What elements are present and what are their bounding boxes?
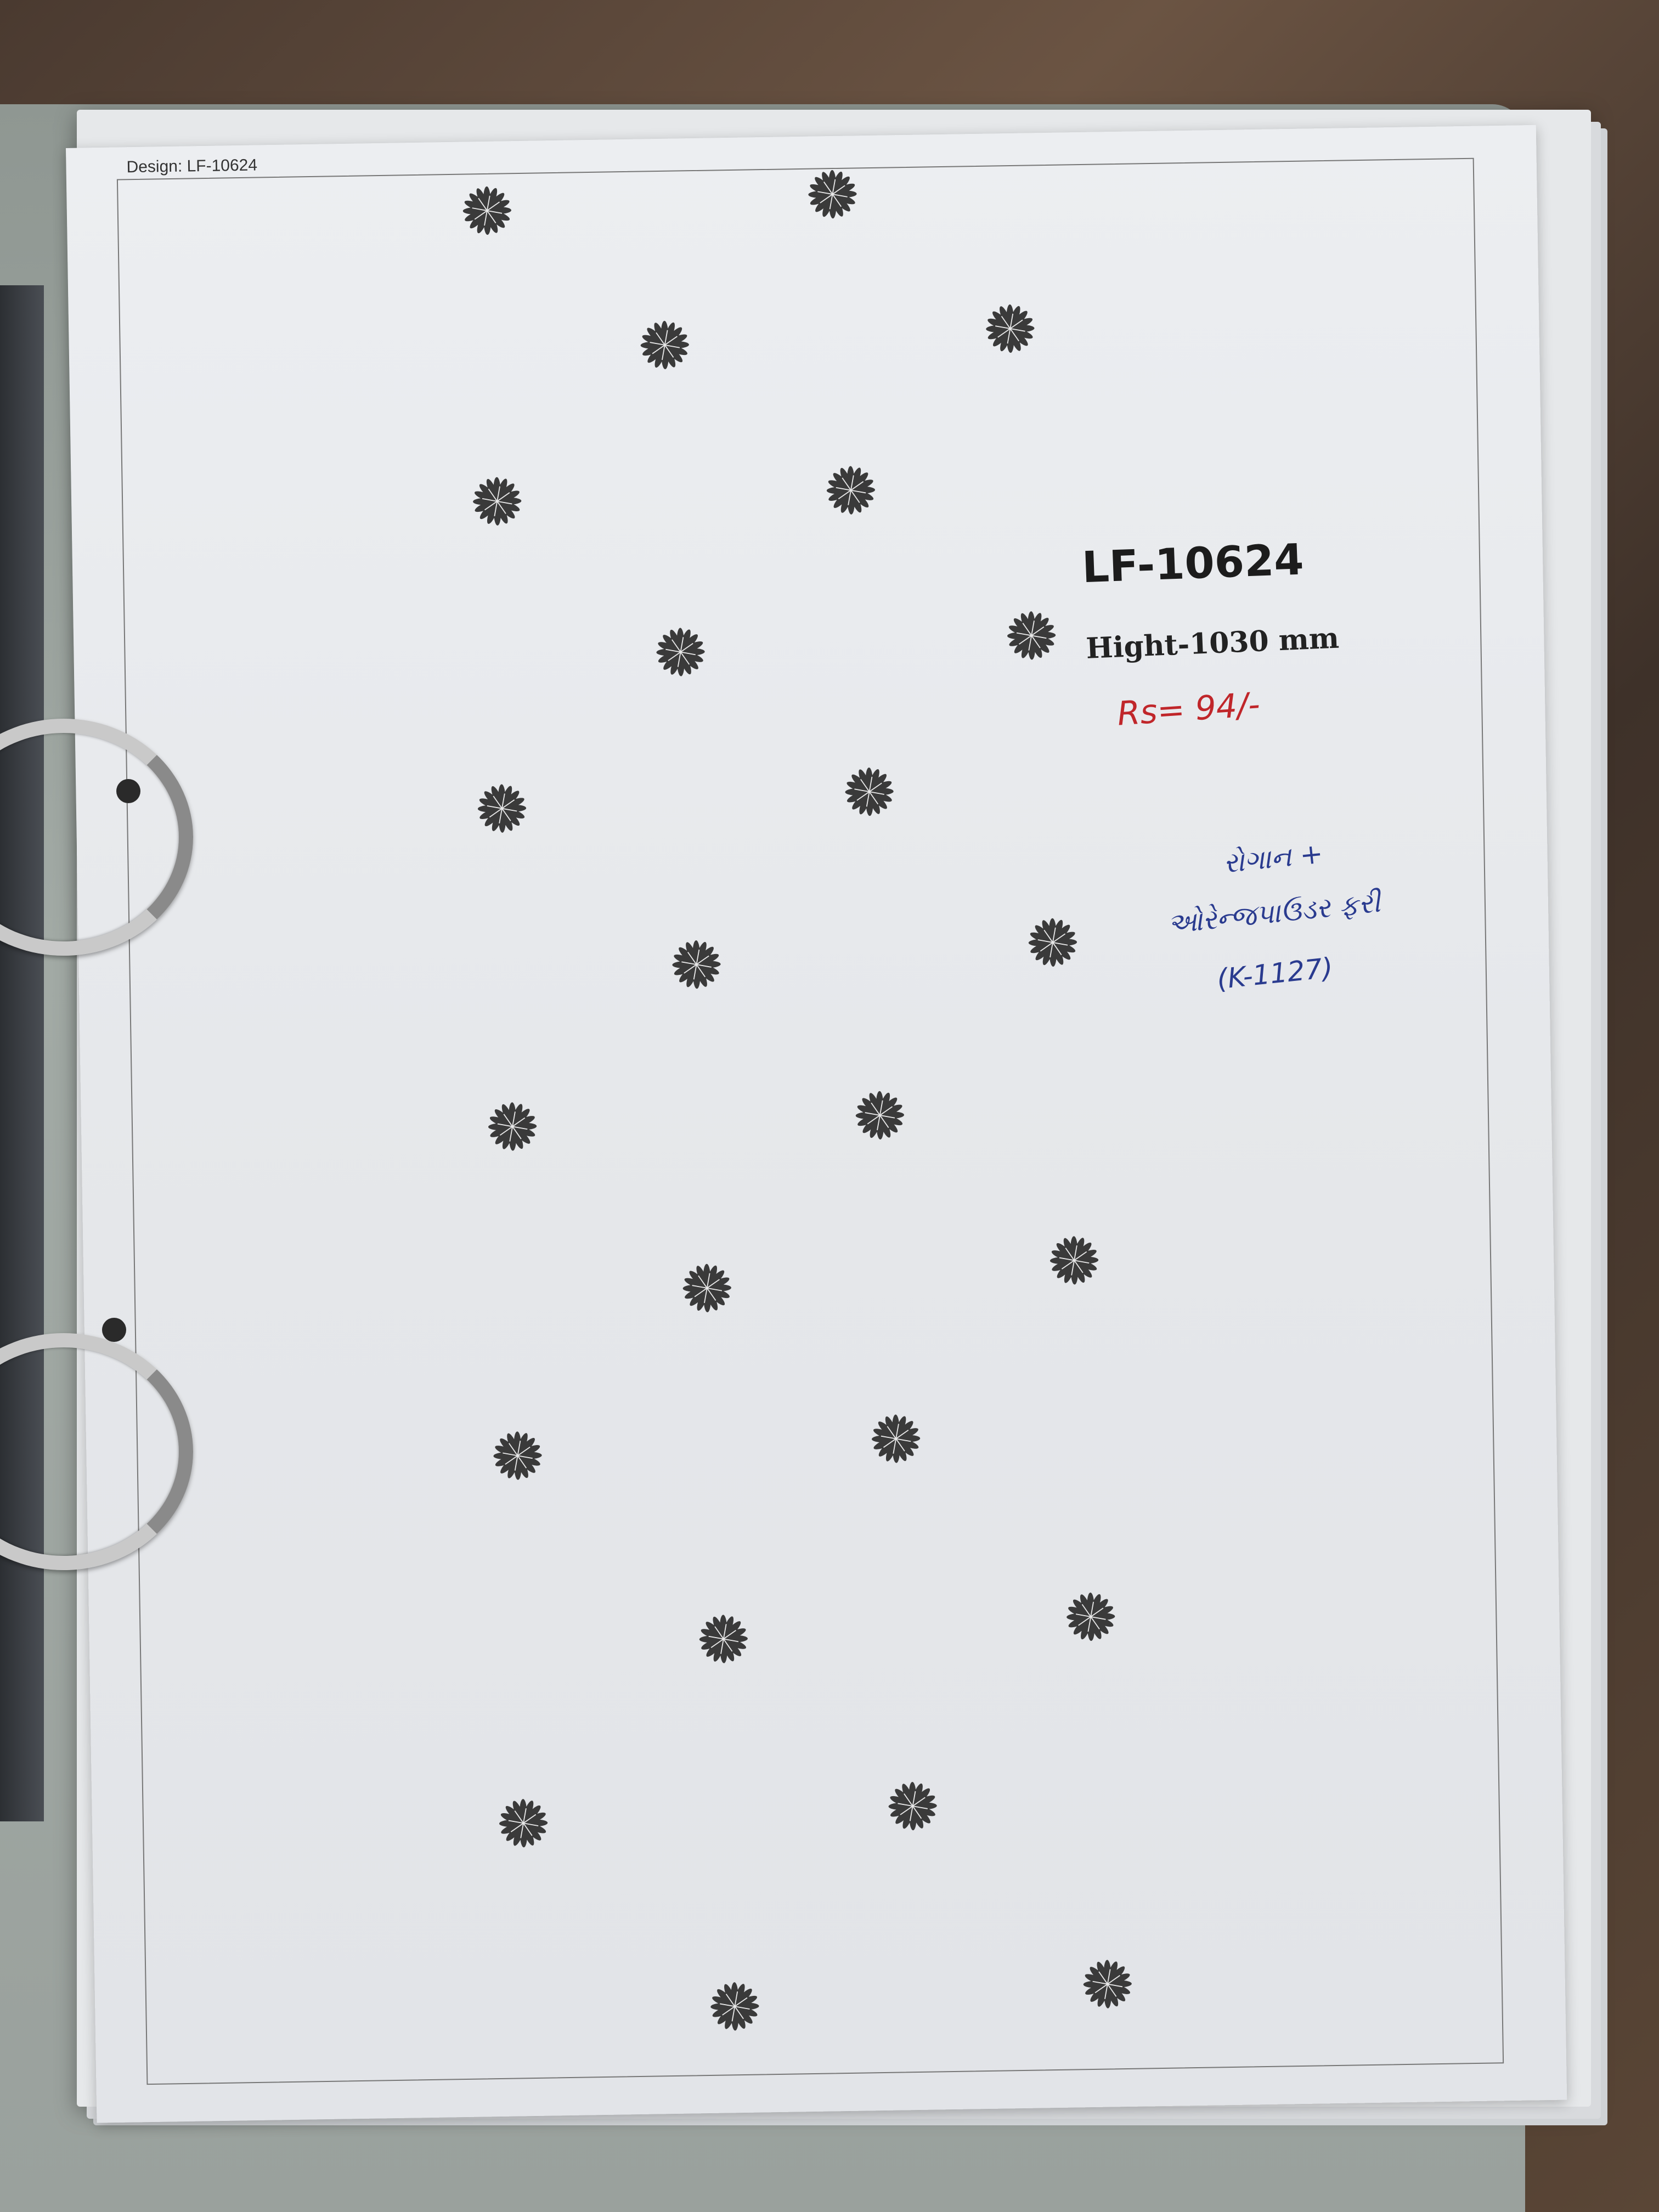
binder-spine	[0, 285, 44, 1821]
flower-icon	[709, 1981, 760, 2032]
flower-icon	[461, 185, 512, 236]
flower-icon	[487, 1101, 538, 1152]
design-label: Design: LF-10624	[126, 156, 258, 177]
flower-icon	[1065, 1591, 1116, 1642]
punch-hole-lower	[102, 1318, 126, 1342]
flower-icon	[854, 1090, 905, 1141]
flower-icon	[681, 1262, 732, 1313]
flower-icon	[492, 1430, 543, 1481]
design-sheet	[66, 125, 1567, 2123]
design-code: LF-10624	[1081, 535, 1305, 593]
flower-icon	[985, 303, 1036, 354]
flower-icon	[471, 476, 522, 527]
flower-icon	[1082, 1959, 1133, 2010]
flower-icon	[498, 1798, 549, 1849]
flower-icon	[1048, 1235, 1099, 1286]
flower-icon	[1006, 610, 1057, 661]
flower-icon	[1027, 917, 1078, 968]
flower-icon	[698, 1613, 749, 1664]
sheet-border	[117, 158, 1504, 2085]
flower-icon	[655, 627, 706, 678]
flower-icon	[870, 1413, 921, 1464]
flower-icon	[671, 939, 722, 990]
flower-icon	[476, 783, 527, 834]
handwritten-note-line-1: રોગાન +	[1221, 837, 1325, 879]
flower-icon	[639, 319, 690, 370]
height-spec: Hight-1030 mm	[1085, 621, 1340, 665]
handwritten-price: Rs= 94/-	[1116, 685, 1261, 733]
flower-icon	[844, 766, 895, 817]
punch-hole-upper	[116, 779, 140, 803]
flower-icon	[887, 1780, 938, 1831]
flower-icon	[807, 168, 858, 219]
handwritten-note-line-3: (K-1127)	[1215, 951, 1335, 996]
handwritten-note-line-2: ઓરેન્જપાઉડર ફરી	[1166, 886, 1382, 940]
flower-icon	[825, 465, 876, 516]
